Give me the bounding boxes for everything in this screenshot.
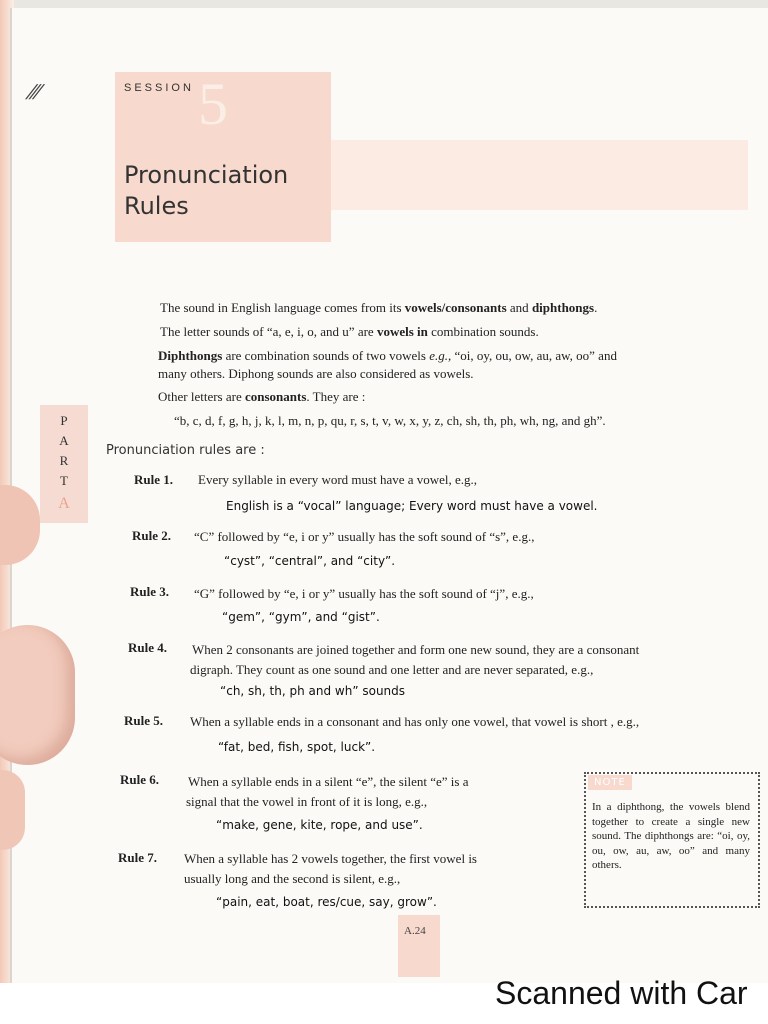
finger [0,625,75,765]
intro-line: The sound in English language comes from its vowels/consonants and diphthongs. [160,300,598,315]
part-letter: A [58,495,70,512]
rule-text: When 2 consonants are joined together and form one new sound, they are a consonant [192,642,640,657]
scanner-watermark: Scanned with Car [495,975,748,1011]
rule-example: “cyst”, “central”, and “city”. [224,554,396,568]
session-label: SESSION [124,82,194,94]
rule-example: “make, gene, kite, rope, and use”. [216,818,423,832]
part-letter: P [60,413,68,428]
intro-line: Diphthongs are combination sounds of two vowels e.g., “oi, oy, ou, ow, au, aw, oo” and [158,348,617,363]
note-text: In a diphthong, the vowels blend together to create a single new sound. The diphthongs are: “oi, oy, ou, ow, au, aw, oo” and many others. [592,801,750,871]
rule-example: English is a “vocal” language; Every word must have a vowel. [226,499,598,513]
rule-text: usually long and the second is silent, e.g., [184,871,401,886]
page-title [124,160,324,222]
rule-label: Rule 5. [124,713,163,728]
rule-example: “gem”, “gym”, and “gist”. [222,610,380,624]
rule-text: signal that the vowel in front of it is long, e.g., [186,794,428,809]
page-number: A.24 [404,925,426,937]
rule-label: Rule 2. [132,528,171,543]
rule-text: When a syllable ends in a silent “e”, the silent “e” is a [188,774,469,789]
part-letter: T [60,473,68,488]
rule-text: “G” followed by “e, i or y” usually has the soft sound of “j”, e.g., [194,586,534,601]
rule-label: Rule 6. [120,772,159,787]
session-number: 5 [198,71,228,137]
rule-label: Rule 7. [118,850,157,865]
note-tag: NOTE [588,775,632,790]
part-letter: A [59,433,69,448]
rule-text: When a syllable ends in a consonant and has only one vowel, that vowel is short , e.g., [190,714,640,729]
intro-line: The letter sounds of “a, e, i, o, and u” are vowels in combination sounds. [160,324,539,339]
header-band [331,140,748,210]
margin-mark-icon: ⁄⁄⁄ [27,80,43,104]
intro-line: Other letters are consonants. They are : [158,389,366,404]
consonant-list: “b, c, d, f, g, h, j, k, l, m, n, p, qu, r, s, t, v, w, x, y, z, ch, sh, th, ph, wh, ng, and gh”. [174,413,606,428]
title-line-2: Rules [124,192,189,220]
rules-heading: Pronunciation rules are : [106,443,265,458]
part-letter: R [59,453,69,468]
rule-text: When a syllable has 2 vowels together, the first vowel is [184,851,477,866]
title-line-1: Pronunciation [124,161,289,189]
finger [0,770,25,850]
rule-example: “pain, eat, boat, res/cue, say, grow”. [216,895,437,909]
rule-text: digraph. They count as one sound and one letter and are never separated, e.g., [190,662,594,677]
rule-example: “ch, sh, th, ph and wh” sounds [220,684,406,698]
rule-text: Every syllable in every word must have a vowel, e.g., [198,472,478,487]
rule-text: “C” followed by “e, i or y” usually has the soft sound of “s”, e.g., [194,529,535,544]
rule-label: Rule 3. [130,584,169,599]
intro-line: many others. Diphong sounds are also considered as vowels. [158,366,474,381]
rule-label: Rule 1. [134,472,173,487]
rule-example: “fat, bed, fish, spot, luck”. [218,740,376,754]
rule-label: Rule 4. [128,640,167,655]
